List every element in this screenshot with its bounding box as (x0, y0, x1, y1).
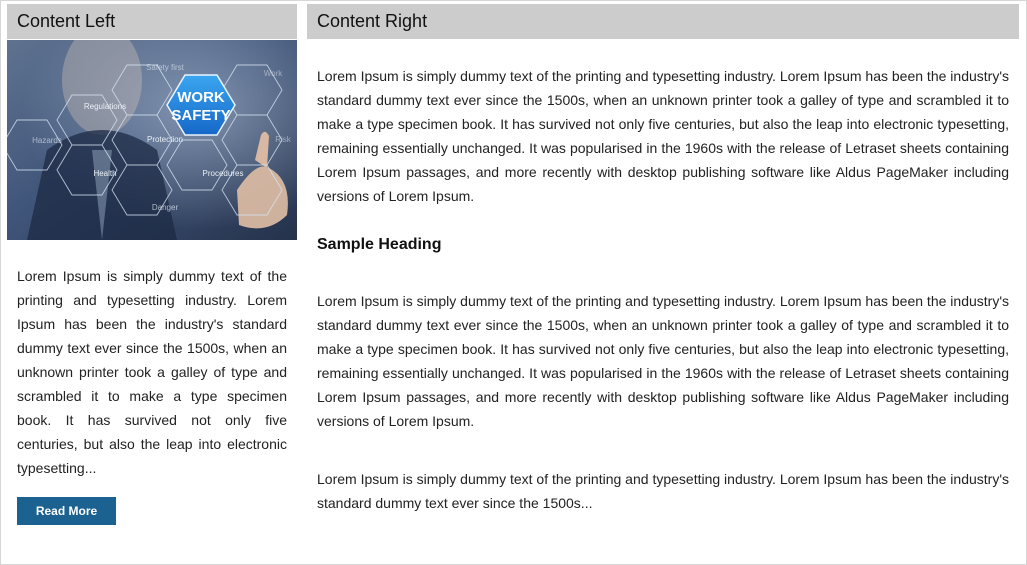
regulations-label: Regulations (83, 102, 127, 111)
read-more-button[interactable]: Read More (17, 497, 116, 525)
safety-first-label: Safety first (146, 63, 184, 72)
safety-label: SAFETY (171, 107, 231, 124)
health-label: Health (93, 169, 117, 178)
content-left-body: Lorem Ipsum is simply dummy text of the printing and typesetting industry. Lorem Ipsum has been the industry's standard dummy text ever since the 1500s, when an unknown printer took a galley of type and scrambled it to make a type specimen book. It has survived not only five centuries, but also the leap into electronic typesetting... (17, 268, 287, 476)
content-left-header: Content Left (7, 4, 297, 39)
work-label: WORK (177, 89, 225, 106)
work-safety-image (7, 40, 297, 240)
procedures-label: Procedures (202, 169, 244, 178)
right-paragraph-2: Lorem Ipsum is simply dummy text of the printing and typesetting industry. Lorem Ipsum has been the industry's standard dummy text ever since the 1500s, when an unknown printer took a galley of type and scrambled it to make a type specimen book. It has survived not only five centuries, but also the leap into electronic typesetting, remaining essentially unchanged. It was popularised in the 1960s with the release of Letraset sheets containing Lorem Ipsum passages, and more recently with desktop publishing software like Aldus PageMaker including versions of Lorem Ipsum. (317, 293, 1009, 429)
content-right-header: Content Right (307, 4, 1019, 39)
risk-label: Risk (275, 135, 291, 144)
protection-label: Protection (146, 135, 184, 144)
right-paragraph-3: Lorem Ipsum is simply dummy text of the printing and typesetting industry. Lorem Ipsum has been the industry's standard dummy text ever since the 1500s... (317, 471, 1009, 511)
danger-label: Danger (151, 203, 179, 212)
right-paragraph-1: Lorem Ipsum is simply dummy text of the printing and typesetting industry. Lorem Ipsum has been the industry's standard dummy text ever since the 1500s, when an unknown printer took a galley of type and scrambled it to make a type specimen book. It has survived not only five centuries, but also the leap into electronic typesetting, remaining essentially unchanged. It was popularised in the 1960s with the release of Letraset sheets containing Lorem Ipsum passages, and more recently with desktop publishing software like Aldus PageMaker including versions of Lorem Ipsum. (317, 68, 1009, 204)
sample-heading: Sample Heading (317, 236, 442, 253)
work-hex-label: Work (263, 69, 283, 78)
hazards-label: Hazards (32, 136, 62, 145)
